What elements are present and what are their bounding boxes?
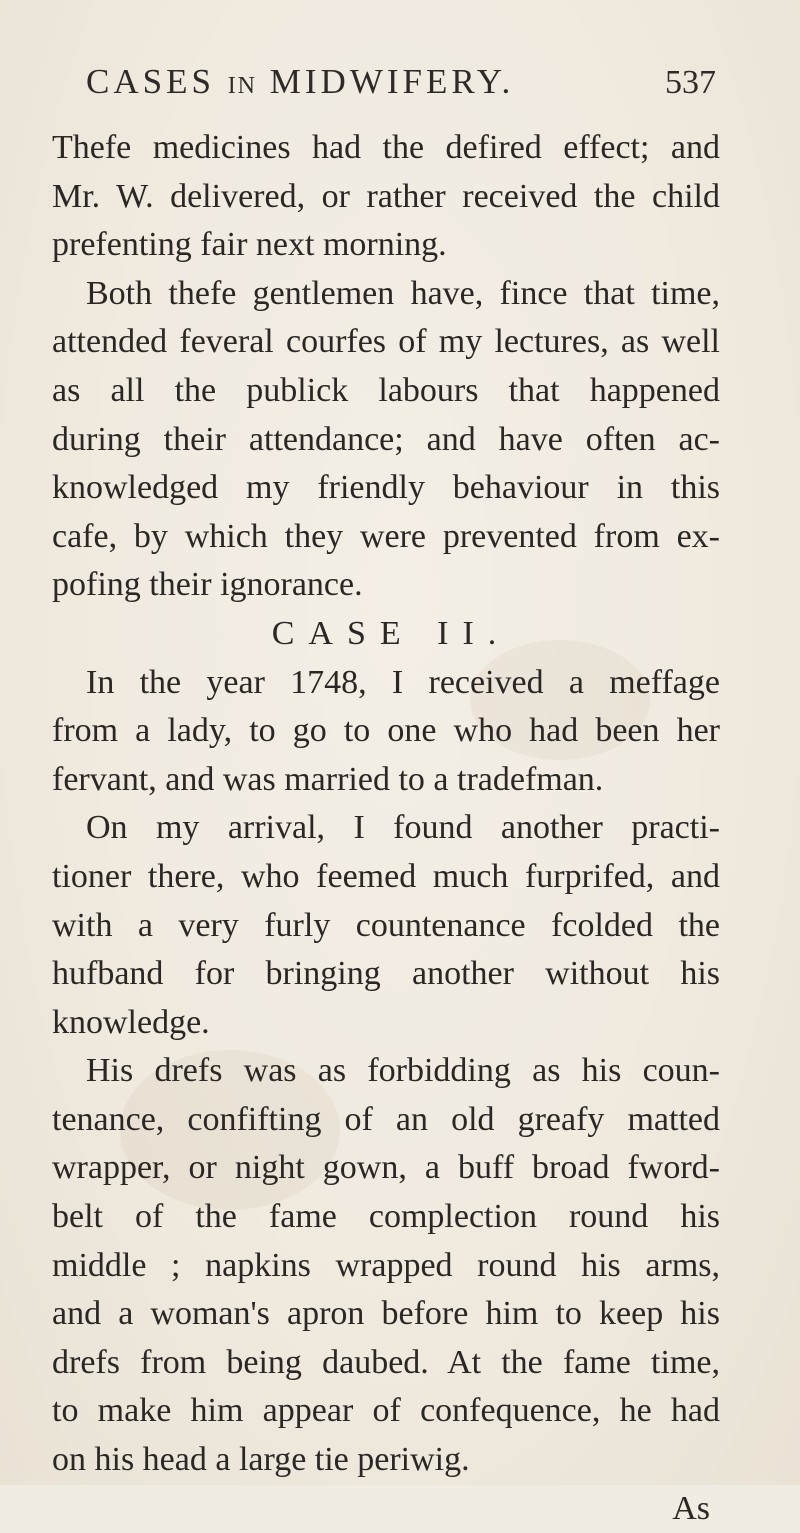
text-line: on his head a large tie periwig. [52,1441,470,1479]
text-line: belt of the fame complection round his [52,1198,720,1236]
running-head-in: IN [227,73,258,99]
text-line: Thefe medicines had the defired effect; and [52,129,720,166]
text-line: On my arrival, I found another practi- [86,809,720,847]
page-number: 537 [665,64,716,101]
text-line: Mr. W. delivered, or rather received the child [52,177,720,215]
text-line: as all the publick labours that happened [52,371,720,409]
running-head-midwifery: MIDWIFERY. [269,62,515,101]
catchword: As [672,1489,710,1527]
text-line: from a lady, to go to one who had been her [52,712,720,750]
text-line: hufband for bringing another without his [52,955,720,993]
running-head-cases: CASES [86,62,215,101]
text-line: fervant, and was married to a tradefman. [52,760,604,798]
text-line: pofing their ignorance. [52,566,363,604]
text-line: wrapper, or night gown, a buff broad fword- [52,1149,720,1187]
text-line: with a very furly countenance fcolded the [52,906,720,944]
text-line: knowledge. [52,1003,210,1041]
page-header [86,62,716,112]
text-line: attended feveral courfes of my lectures, as well [52,323,720,361]
text-line: Both thefe gentlemen have, fince that time, [86,274,720,312]
running-head [86,62,514,102]
case-heading: CASE II. [271,614,511,652]
text-line: drefs from being daubed. At the fame time, [52,1343,720,1381]
body-text [52,124,720,1533]
text-line: to make him appear of confequence, he had [52,1392,720,1430]
text-line: during their attendance; and have often ac- [52,420,720,458]
text-line: His drefs was as forbidding as his coun- [86,1052,720,1090]
text-line: and a woman's apron before him to keep his [52,1295,720,1333]
text-line: cafe, by which they were prevented from ex- [52,517,720,555]
text-line: In the year 1748, I received a meffage [86,663,720,701]
text-line: tenance, confifting of an old greafy matted [52,1100,720,1138]
text-line: knowledged my friendly behaviour in this [52,469,720,507]
text-line: prefenting fair next morning. [52,226,447,264]
text-line: tioner there, who feemed much furprifed, and [52,857,720,895]
text-line: middle ; napkins wrapped round his arms, [52,1246,720,1284]
